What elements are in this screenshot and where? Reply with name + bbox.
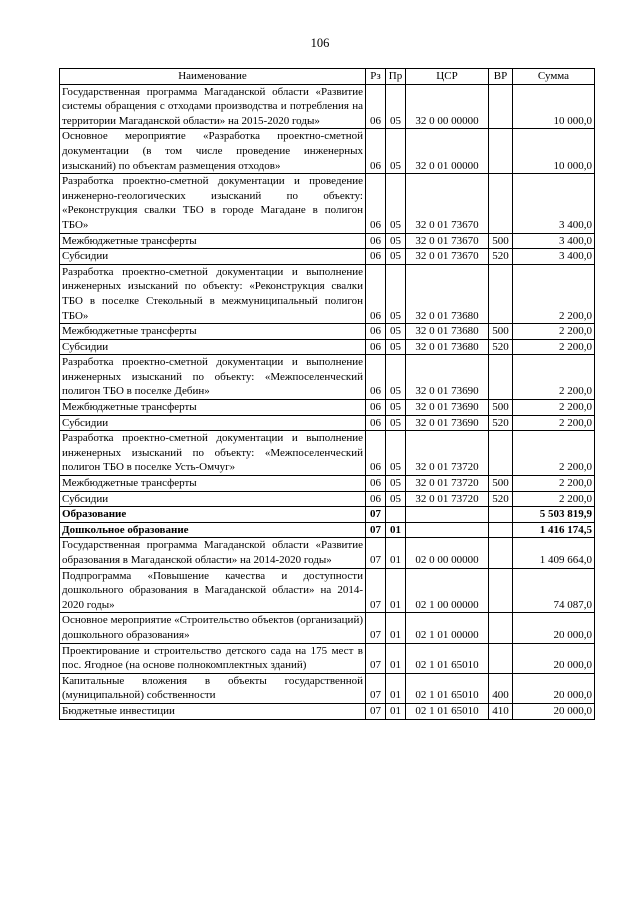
table-row	[60, 84, 595, 129]
cell-pr: 05	[386, 84, 406, 129]
cell-name: Субсидии	[60, 415, 366, 431]
cell-name: Межбюджетные трансферты	[60, 400, 366, 416]
table-row	[60, 431, 595, 476]
cell-csr: 32 0 01 73690	[406, 355, 489, 400]
cell-csr: 32 0 01 73720	[406, 491, 489, 507]
cell-vr: 500	[489, 476, 513, 492]
cell-pr: 01	[386, 538, 406, 568]
cell-vr: 410	[489, 703, 513, 719]
cell-name: Межбюджетные трансферты	[60, 324, 366, 340]
cell-rz: 06	[366, 233, 386, 249]
cell-csr: 02 1 01 65010	[406, 703, 489, 719]
table-row	[60, 339, 595, 355]
cell-csr: 32 0 01 73720	[406, 431, 489, 476]
cell-csr	[406, 507, 489, 523]
header-rz: Рз	[366, 69, 386, 85]
cell-csr: 32 0 01 73670	[406, 249, 489, 265]
cell-sum: 2 200,0	[513, 415, 595, 431]
cell-name: Дошкольное образование	[60, 522, 366, 538]
cell-vr	[489, 643, 513, 673]
cell-sum: 3 400,0	[513, 233, 595, 249]
cell-pr: 05	[386, 129, 406, 174]
cell-pr: 05	[386, 476, 406, 492]
cell-csr: 32 0 01 73690	[406, 400, 489, 416]
cell-rz: 06	[366, 324, 386, 340]
cell-rz: 06	[366, 174, 386, 233]
cell-rz: 07	[366, 613, 386, 643]
cell-sum: 2 200,0	[513, 491, 595, 507]
cell-sum: 20 000,0	[513, 613, 595, 643]
table-row	[60, 491, 595, 507]
cell-name: Межбюджетные трансферты	[60, 233, 366, 249]
cell-csr: 02 1 00 00000	[406, 568, 489, 613]
header-sum: Сумма	[513, 69, 595, 85]
cell-vr: 400	[489, 673, 513, 703]
cell-vr	[489, 84, 513, 129]
header-csr: ЦСР	[406, 69, 489, 85]
cell-pr: 01	[386, 703, 406, 719]
cell-vr: 500	[489, 233, 513, 249]
page-number: 106	[310, 36, 330, 50]
cell-sum: 2 200,0	[513, 264, 595, 323]
cell-rz: 06	[366, 431, 386, 476]
cell-sum: 2 200,0	[513, 400, 595, 416]
cell-name: Разработка проектно-сметной документации и выполнение инженерных изысканий по объекту: «Межпоселенческий полигон ТБО в поселке Дебин»	[60, 355, 366, 400]
cell-rz: 07	[366, 522, 386, 538]
cell-name: Основное мероприятие «Строительство объектов (организаций) дошкольного образования»	[60, 613, 366, 643]
cell-vr: 500	[489, 324, 513, 340]
cell-rz: 07	[366, 507, 386, 523]
cell-name: Субсидии	[60, 249, 366, 265]
cell-sum: 1 416 174,5	[513, 522, 595, 538]
cell-pr: 05	[386, 491, 406, 507]
cell-vr	[489, 568, 513, 613]
cell-rz: 07	[366, 568, 386, 613]
header-name: Наименование	[60, 69, 366, 85]
table-row	[60, 249, 595, 265]
cell-name: Разработка проектно-сметной документации и выполнение инженерных изысканий по объекту: «Межпоселенческий полигон ТБО в поселке Усть-Омчуг»	[60, 431, 366, 476]
cell-pr: 01	[386, 613, 406, 643]
cell-vr	[489, 174, 513, 233]
cell-pr: 01	[386, 522, 406, 538]
cell-sum: 2 200,0	[513, 431, 595, 476]
cell-pr: 05	[386, 431, 406, 476]
cell-csr: 32 0 01 73670	[406, 233, 489, 249]
table-row	[60, 415, 595, 431]
cell-pr: 05	[386, 264, 406, 323]
table-row	[60, 568, 595, 613]
cell-vr	[489, 129, 513, 174]
cell-rz: 06	[366, 84, 386, 129]
header-pr: Пр	[386, 69, 406, 85]
cell-csr: 32 0 01 73720	[406, 476, 489, 492]
table-row	[60, 613, 595, 643]
cell-name: Основное мероприятие «Разработка проектно-сметной документации (в том числе проведение инженерных изысканий) по объектам размещения отходов»	[60, 129, 366, 174]
cell-rz: 06	[366, 249, 386, 265]
cell-sum: 10 000,0	[513, 84, 595, 129]
cell-sum: 2 200,0	[513, 355, 595, 400]
cell-sum: 3 400,0	[513, 249, 595, 265]
cell-rz: 06	[366, 491, 386, 507]
cell-vr	[489, 507, 513, 523]
cell-sum: 1 409 664,0	[513, 538, 595, 568]
cell-name: Государственная программа Магаданской области «Развитие образования в Магаданской области» на 2014-2020 годы»	[60, 538, 366, 568]
cell-name: Межбюджетные трансферты	[60, 476, 366, 492]
cell-csr: 02 1 01 65010	[406, 673, 489, 703]
cell-rz: 06	[366, 129, 386, 174]
table-row	[60, 264, 595, 323]
table-row	[60, 129, 595, 174]
cell-sum: 10 000,0	[513, 129, 595, 174]
cell-pr: 01	[386, 568, 406, 613]
cell-pr	[386, 507, 406, 523]
cell-csr: 02 1 01 00000	[406, 613, 489, 643]
cell-csr	[406, 522, 489, 538]
cell-vr	[489, 431, 513, 476]
cell-pr: 05	[386, 400, 406, 416]
cell-csr: 32 0 01 73680	[406, 324, 489, 340]
cell-pr: 01	[386, 643, 406, 673]
cell-name: Проектирование и строительство детского сада на 175 мест в пос. Ягодное (на основе полнокомплектных зданий)	[60, 643, 366, 673]
cell-pr: 05	[386, 415, 406, 431]
cell-csr: 32 0 01 73680	[406, 264, 489, 323]
table-row	[60, 233, 595, 249]
cell-sum: 2 200,0	[513, 339, 595, 355]
table-row	[60, 703, 595, 719]
cell-name: Капитальные вложения в объекты государственной (муниципальной) собственности	[60, 673, 366, 703]
cell-sum: 74 087,0	[513, 568, 595, 613]
cell-sum: 2 200,0	[513, 324, 595, 340]
cell-rz: 06	[366, 339, 386, 355]
cell-rz: 06	[366, 400, 386, 416]
cell-vr: 520	[489, 339, 513, 355]
cell-csr: 32 0 01 73670	[406, 174, 489, 233]
cell-pr: 05	[386, 249, 406, 265]
cell-sum: 2 200,0	[513, 476, 595, 492]
cell-vr: 500	[489, 400, 513, 416]
cell-sum: 5 503 819,9	[513, 507, 595, 523]
cell-rz: 07	[366, 703, 386, 719]
cell-csr: 32 0 01 73690	[406, 415, 489, 431]
cell-csr: 32 0 01 73680	[406, 339, 489, 355]
table-row	[60, 476, 595, 492]
cell-sum: 3 400,0	[513, 174, 595, 233]
table-row	[60, 400, 595, 416]
table-row	[60, 522, 595, 538]
cell-csr: 02 0 00 00000	[406, 538, 489, 568]
cell-csr: 02 1 01 65010	[406, 643, 489, 673]
cell-vr	[489, 613, 513, 643]
cell-pr: 05	[386, 339, 406, 355]
cell-sum: 20 000,0	[513, 643, 595, 673]
cell-name: Субсидии	[60, 339, 366, 355]
cell-name: Субсидии	[60, 491, 366, 507]
cell-vr	[489, 264, 513, 323]
cell-pr: 01	[386, 673, 406, 703]
table-row	[60, 355, 595, 400]
cell-name: Бюджетные инвестиции	[60, 703, 366, 719]
cell-vr: 520	[489, 491, 513, 507]
cell-sum: 20 000,0	[513, 703, 595, 719]
cell-vr: 520	[489, 415, 513, 431]
cell-rz: 07	[366, 673, 386, 703]
cell-csr: 32 0 01 00000	[406, 129, 489, 174]
cell-rz: 06	[366, 415, 386, 431]
cell-sum: 20 000,0	[513, 673, 595, 703]
cell-pr: 05	[386, 355, 406, 400]
cell-rz: 06	[366, 264, 386, 323]
cell-rz: 06	[366, 355, 386, 400]
cell-vr	[489, 522, 513, 538]
table-row	[60, 643, 595, 673]
header-row	[60, 69, 595, 85]
cell-rz: 07	[366, 643, 386, 673]
table-row	[60, 507, 595, 523]
cell-rz: 06	[366, 476, 386, 492]
cell-vr	[489, 355, 513, 400]
cell-pr: 05	[386, 233, 406, 249]
cell-pr: 05	[386, 174, 406, 233]
cell-name: Государственная программа Магаданской области «Развитие системы обращения с отходами производства и потребления на территории Магаданской области» на 2015-2020 годы»	[60, 84, 366, 129]
cell-name: Разработка проектно-сметной документации и выполнение инженерных изысканий по объекту: «Реконструкция свалки ТБО в поселке Стекольный в межмуниципальный полигон ТБО»	[60, 264, 366, 323]
header-vr: ВР	[489, 69, 513, 85]
table-row	[60, 324, 595, 340]
cell-name: Образование	[60, 507, 366, 523]
budget-table	[59, 68, 595, 720]
table-row	[60, 174, 595, 233]
cell-csr: 32 0 00 00000	[406, 84, 489, 129]
cell-name: Разработка проектно-сметной документации и проведение инженерно-геологических изысканий по объекту: «Реконструкция свалки ТБО в городе Магадане в полигон ТБО»	[60, 174, 366, 233]
table-row	[60, 538, 595, 568]
table-row	[60, 673, 595, 703]
cell-name: Подпрограмма «Повышение качества и доступности дошкольного образования в Магаданской области» на 2014-2020 годы»	[60, 568, 366, 613]
cell-rz: 07	[366, 538, 386, 568]
cell-vr	[489, 538, 513, 568]
cell-pr: 05	[386, 324, 406, 340]
cell-vr: 520	[489, 249, 513, 265]
